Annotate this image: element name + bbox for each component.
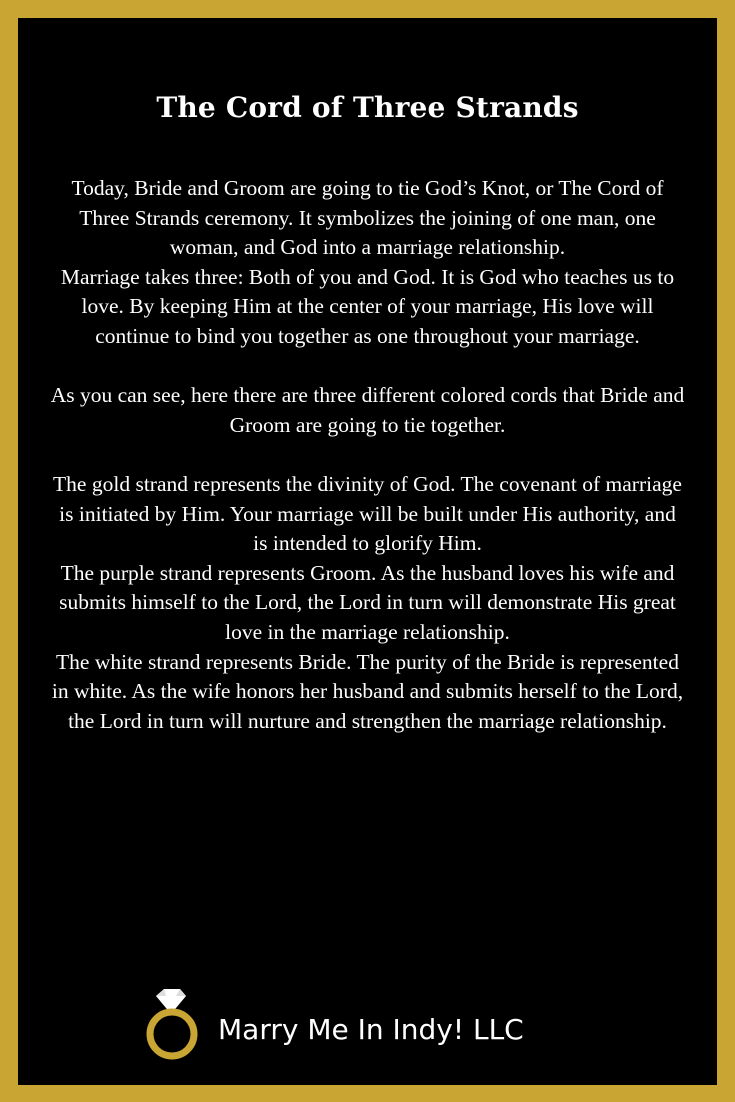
paragraph-white-strand: The white strand represents Bride. The purity of the Bride is represented in white. As the wife honors her husband and submits herself to the Lord, the Lord in turn will nurture and strengthen the marriage relationship. (51, 649, 684, 733)
paragraph-purple-strand: The purple strand represents Groom. As the husband loves his wife and submits himself to the Lord, the Lord in turn will demonstrate His great love in the marriage relationship. (59, 560, 676, 644)
brand-name: Marry Me In Indy! LLC (218, 1013, 524, 1046)
ring-icon (142, 984, 206, 1066)
paragraph-intro: Today, Bride and Groom are going to tie God’s Knot, or The Cord of Three Strands ceremony. It symbolizes the joining of one man, one woman, and God into a marriage relationship. (71, 176, 664, 260)
brand-logo (142, 984, 562, 1074)
document-body (50, 174, 685, 736)
paragraph-gold-strand: The gold strand represents the divinity of God. The covenant of marriage is initiated by Him. Your marriage will be built under His authority, and is intended to glorify Him. (53, 471, 682, 556)
paragraph-marriage-takes-three: Marriage takes three: Both of you and God. It is God who teaches us to love. By keeping Him at the center of your marriage, His love will continue to bind you together as one throughout your marriage. (60, 264, 675, 348)
paragraph-spacer (50, 352, 685, 382)
paragraph-three-cords: As you can see, here there are three different colored cords that Bride and Groom are going to tie together. (50, 383, 685, 437)
paragraph-spacer (50, 440, 685, 470)
document-panel (18, 18, 717, 1085)
page-title: The Cord of Three Strands (156, 91, 579, 124)
